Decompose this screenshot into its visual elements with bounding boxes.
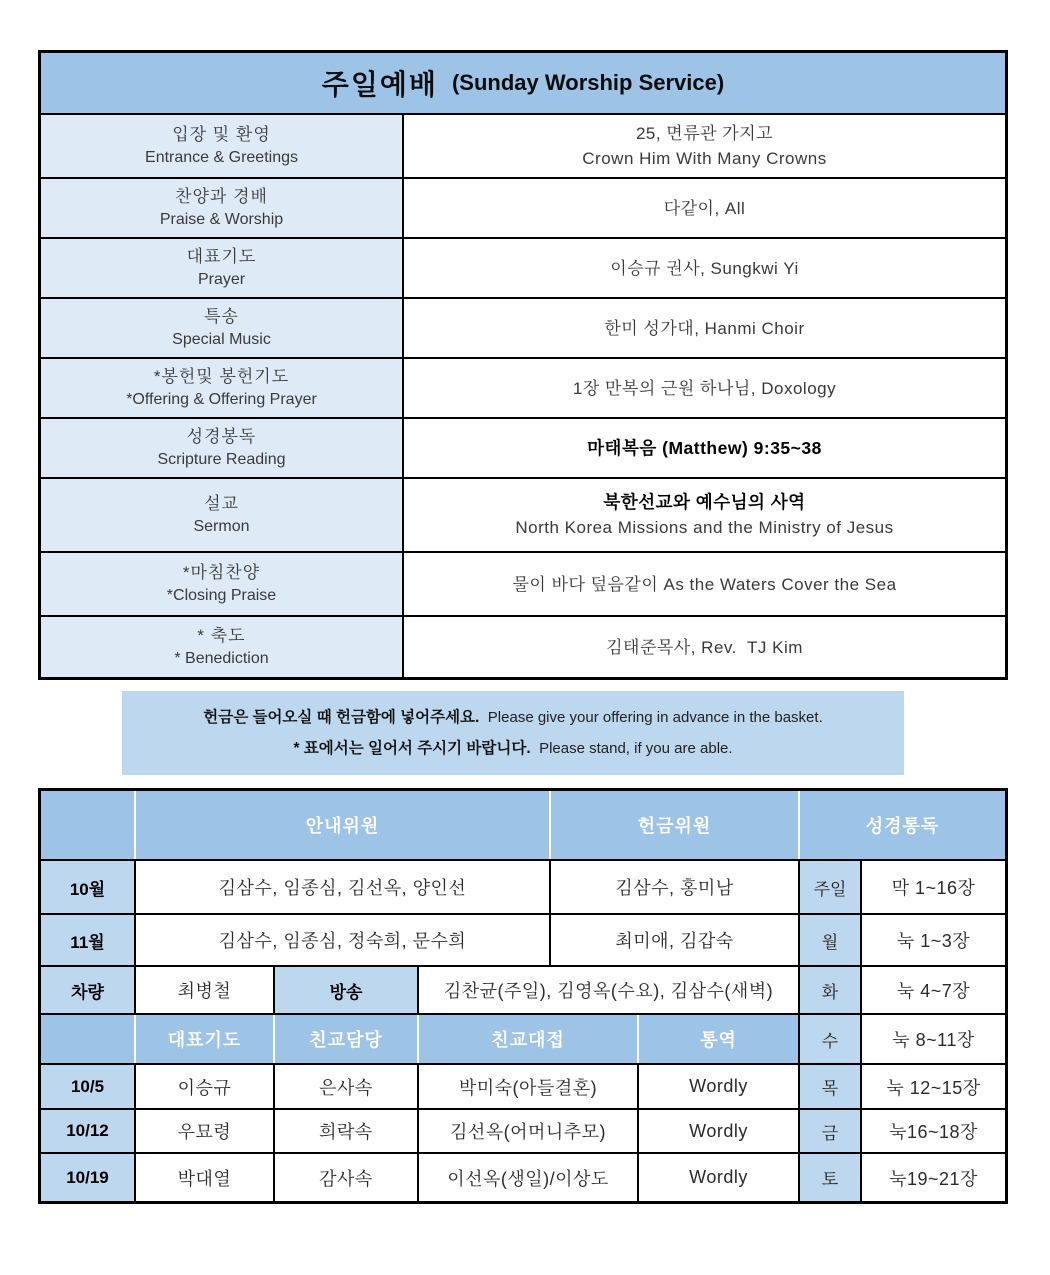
label-english: Praise & Worship [159, 211, 284, 228]
november-offering: 최미애, 김갑숙 [549, 915, 798, 965]
content-line: 다같이, All [663, 198, 746, 218]
oct19-fellowship: 이선옥(생일)/이상도 [417, 1154, 637, 1201]
label-korean: 설교 [204, 494, 239, 513]
row-label [41, 115, 404, 177]
worship-row-offering [41, 357, 1005, 417]
day-tuesday: 화 [798, 967, 860, 1013]
row-label [41, 239, 404, 297]
content-line: 한미 성가대, Hanmi Choir [604, 318, 805, 338]
subheader-fellowship: 친교대접 [417, 1015, 637, 1063]
row-label [41, 299, 404, 357]
row-content [404, 617, 1005, 677]
row-label [41, 359, 404, 417]
oct12-fellowship: 김선옥(어머니추모) [417, 1110, 637, 1152]
broadcast-team: 김찬균(주일), 김영옥(수요), 김삼수(새벽) [417, 967, 798, 1013]
row-content [404, 115, 1005, 177]
oct19-prayer: 박대열 [134, 1154, 273, 1201]
notice-line [203, 702, 822, 733]
label-english: Sermon [193, 518, 250, 535]
oct12-cell-group: 희락속 [273, 1110, 417, 1152]
reading-saturday: 눅19~21장 [860, 1154, 1005, 1201]
content-line: 25, 면류관 가지고 [635, 124, 774, 143]
row-content [404, 359, 1005, 417]
content-line: 물이 바다 덮음같이 As the Waters Cover the Sea [512, 574, 897, 594]
october-offering: 김삼수, 홍미남 [549, 861, 798, 913]
row-content [404, 239, 1005, 297]
notice-korean: * 표에서는 일어서 주시기 바랍니다. [293, 740, 531, 757]
duty-row-oct5 [41, 1063, 1005, 1108]
label-korean: 대표기도 [186, 247, 257, 266]
content-line: North Korea Missions and the Ministry of Jesus [515, 518, 894, 537]
day-monday: 월 [798, 915, 860, 965]
content-line: 1장 만복의 근원 하나님, Doxology [572, 378, 837, 398]
label-korean: 찬양과 경배 [175, 187, 268, 206]
broadcast-label: 방송 [273, 967, 417, 1013]
content-line: Crown Him With Many Crowns [582, 149, 827, 168]
day-sunday: 주일 [798, 861, 860, 913]
row-content [404, 179, 1005, 237]
worship-row-scripture [41, 417, 1005, 477]
row-label [41, 617, 404, 677]
label-korean: 특송 [204, 307, 239, 326]
label-english: Special Music [172, 331, 271, 348]
worship-row-special-music [41, 297, 1005, 357]
row-label [41, 479, 404, 551]
row-label-november: 11월 [41, 915, 134, 965]
october-ushers: 김삼수, 임종심, 김선옥, 양인선 [134, 861, 549, 913]
content-line: 김태준목사, Rev. TJ Kim [606, 637, 803, 657]
label-english: Prayer [197, 271, 246, 288]
reading-friday: 눅16~18장 [860, 1110, 1005, 1152]
duty-row-october [41, 859, 1005, 913]
duty-row-vehicle [41, 965, 1005, 1013]
subheader-corner-cell [41, 1015, 134, 1063]
label-english: Entrance & Greetings [145, 149, 298, 166]
vehicle-driver: 최병철 [134, 967, 273, 1013]
notice-line [293, 733, 732, 764]
content-line: 이승규 권사, Sungkwi Yi [610, 258, 799, 278]
row-content [404, 553, 1005, 615]
duty-schedule-table [38, 788, 1008, 1204]
day-thursday: 목 [798, 1065, 860, 1108]
notice-korean: 헌금은 들어오실 때 헌금함에 넣어주세요. [203, 709, 480, 726]
reading-monday: 눅 1~3장 [860, 915, 1005, 965]
duty-subheader-row [41, 1013, 1005, 1063]
row-label-october: 10월 [41, 861, 134, 913]
title-korean: 주일예배 [321, 69, 438, 100]
oct19-interpretation: Wordly [637, 1154, 798, 1201]
oct5-interpretation: Wordly [637, 1065, 798, 1108]
row-label-vehicle: 차량 [41, 967, 134, 1013]
row-content [404, 479, 1005, 551]
worship-row-prayer [41, 237, 1005, 297]
label-korean: *봉헌및 봉헌기도 [153, 367, 290, 386]
label-korean: *마침찬양 [182, 563, 261, 582]
worship-row-praise [41, 177, 1005, 237]
notice-english: Please stand, if you are able. [539, 740, 733, 757]
row-label [41, 179, 404, 237]
label-english: * Benediction [174, 650, 269, 667]
oct19-cell-group: 감사속 [273, 1154, 417, 1201]
subheader-cell-group: 친교담당 [273, 1015, 417, 1063]
label-english: Scripture Reading [157, 451, 286, 468]
reading-thursday: 눅 12~15장 [860, 1065, 1005, 1108]
duty-row-oct19 [41, 1152, 1005, 1201]
oct5-prayer: 이승규 [134, 1065, 273, 1108]
duty-header-row [41, 791, 1005, 859]
worship-row-benediction [41, 615, 1005, 677]
row-label [41, 553, 404, 615]
subheader-prayer: 대표기도 [134, 1015, 273, 1063]
row-content [404, 299, 1005, 357]
header-offering-committee: 헌금위원 [549, 791, 798, 859]
subheader-interpretation: 통역 [637, 1015, 798, 1063]
row-content [404, 419, 1005, 477]
header-bible-reading: 성경통독 [798, 791, 1005, 859]
day-wednesday: 수 [798, 1015, 860, 1063]
day-friday: 금 [798, 1110, 860, 1152]
header-corner-cell [41, 791, 134, 859]
label-english: *Closing Praise [166, 587, 277, 604]
row-label [41, 419, 404, 477]
title-english: (Sunday Worship Service) [451, 70, 725, 95]
oct5-cell-group: 은사속 [273, 1065, 417, 1108]
label-korean: 성경봉독 [186, 427, 257, 446]
reading-wednesday: 눅 8~11장 [860, 1015, 1005, 1063]
worship-row-entrance [41, 113, 1005, 177]
label-korean: 입장 및 환영 [172, 125, 271, 144]
worship-row-sermon [41, 477, 1005, 551]
row-label-oct12: 10/12 [41, 1110, 134, 1152]
reading-tuesday: 눅 4~7장 [860, 967, 1005, 1013]
label-english: *Offering & Offering Prayer [126, 391, 317, 408]
oct5-fellowship: 박미숙(아들결혼) [417, 1065, 637, 1108]
content-line: 마태복음 (Matthew) 9:35~38 [587, 437, 822, 458]
offering-notice-box [122, 691, 904, 775]
reading-sunday: 막 1~16장 [860, 861, 1005, 913]
worship-table-title [41, 53, 1005, 113]
oct12-prayer: 우묘령 [134, 1110, 273, 1152]
duty-row-november [41, 913, 1005, 965]
header-ushers: 안내위원 [134, 791, 549, 859]
row-label-oct5: 10/5 [41, 1065, 134, 1108]
notice-english: Please give your offering in advance in the basket. [487, 709, 823, 726]
day-saturday: 토 [798, 1154, 860, 1201]
worship-row-closing-praise [41, 551, 1005, 615]
november-ushers: 김삼수, 임종심, 정숙희, 문수희 [134, 915, 549, 965]
duty-row-oct12 [41, 1108, 1005, 1152]
row-label-oct19: 10/19 [41, 1154, 134, 1201]
label-korean: * 축도 [197, 626, 246, 645]
worship-service-table [38, 50, 1008, 680]
oct12-interpretation: Wordly [637, 1110, 798, 1152]
content-line: 북한선교와 예수님의 사역 [603, 492, 806, 512]
